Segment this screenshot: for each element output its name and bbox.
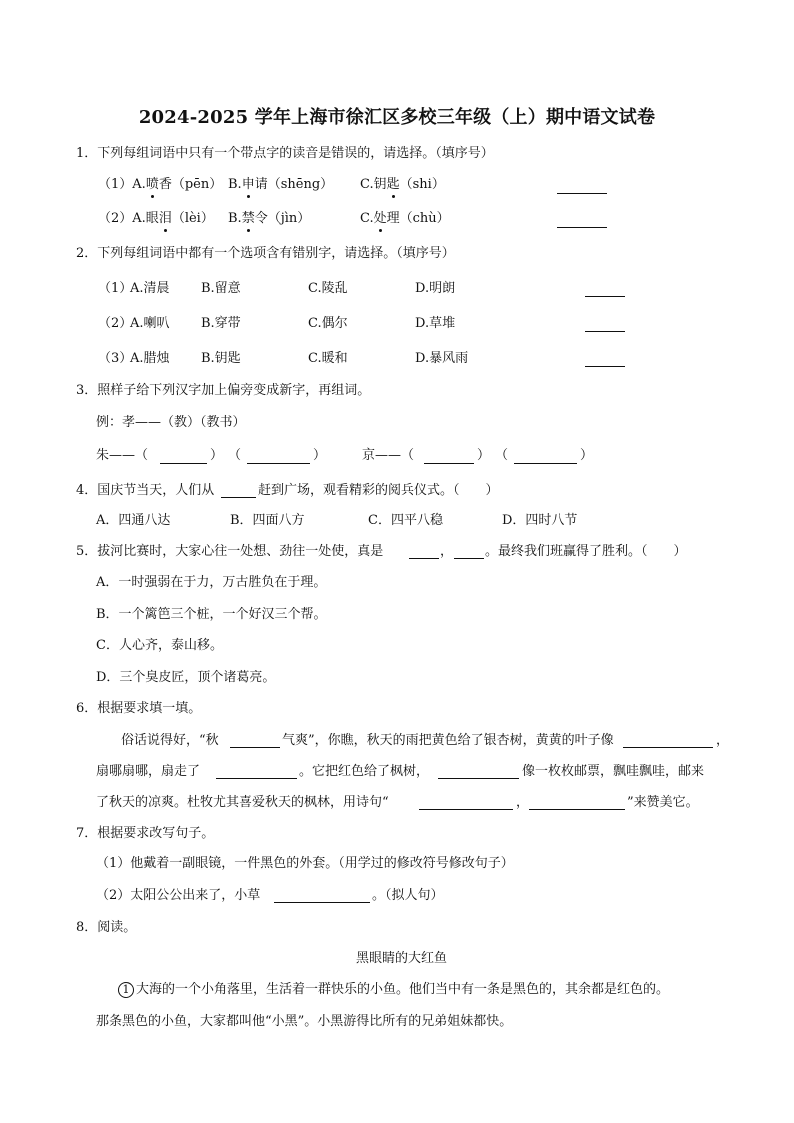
question-3-char-2: 京——（ (362, 448, 415, 463)
question-4-stem-end: 赶到广场，观看精彩的阅兵仪式。（ ） (258, 483, 499, 498)
answer-blank[interactable] (247, 462, 310, 464)
option-a: A．一时强弱在于力，万古胜负在于理。 (96, 575, 327, 590)
question-2-stem: 2．下列每组词语中都有一个选项含有错别字，请选择。（填序号） (76, 246, 455, 261)
question-6-line-3a: 了秋天的凉爽。杜牧尤其喜爱秋天的枫林，用诗句“ (96, 795, 389, 810)
answer-blank[interactable] (409, 557, 439, 559)
answer-blank[interactable] (221, 496, 256, 498)
paragraph-number: 1 (118, 982, 134, 998)
question-2-row-idx: （3） (98, 351, 133, 366)
answer-blank[interactable] (216, 777, 297, 779)
option-b: B.留意 (201, 281, 241, 296)
option-b: B．一个篱笆三个桩，一个好汉三个帮。 (96, 607, 327, 622)
option-c: C.暖和 (308, 351, 348, 366)
option-c: C．四平八稳 (368, 513, 443, 528)
question-2-row-idx: （1） (98, 281, 133, 296)
question-5-comma: ， (440, 544, 454, 559)
passage-title: 黑眼睛的大红鱼 (356, 951, 448, 966)
exam-title: 2024-2025 学年上海市徐汇区多校三年级（上）期中语文试卷 (138, 107, 656, 128)
paren-close: ） (313, 448, 327, 463)
question-1-row-1: （1）A.喷香（pēn） (98, 177, 223, 192)
passage-paragraph-1-cont: 那条黑色的小鱼，大家都叫他“小黑”。小黑游得比所有的兄弟姐妹都快。 (96, 1014, 513, 1029)
question-3-stem: 3．照样子给下列汉字加上偏旁变成新字，再组词。 (76, 383, 371, 398)
question-6-line-2b: 。它把红色给了枫树， (299, 764, 430, 779)
question-8-stem: 8．阅读。 (76, 920, 137, 935)
paren-open: （ (495, 448, 509, 463)
answer-blank[interactable] (424, 462, 474, 464)
option-c: C．人心齐，泰山移。 (96, 638, 223, 653)
question-4-stem-start: 4．国庆节当天，人们从 (76, 483, 215, 498)
option-d: D．三个臭皮匠，顶个诸葛亮。 (96, 670, 276, 685)
question-1-row-2-b: B.禁令（jìn） (228, 211, 311, 226)
option-a: A．四通八达 (96, 513, 171, 528)
passage-paragraph-1 (118, 982, 669, 998)
answer-blank[interactable] (419, 808, 513, 810)
answer-blank[interactable] (514, 462, 577, 464)
answer-blank[interactable] (623, 746, 713, 748)
answer-blank[interactable] (557, 192, 607, 194)
question-5-stem-end: 。最终我们班赢得了胜利。（ ） (485, 544, 687, 559)
question-1-stem: 1．下列每组词语中只有一个带点字的读音是错误的，请选择。（填序号） (76, 146, 494, 161)
answer-blank[interactable] (557, 226, 607, 228)
question-3-example: 例：孝——（教）（教书） (96, 415, 246, 430)
answer-blank[interactable] (585, 295, 625, 297)
question-7-sentence-2-end: 。（拟人句） (372, 888, 444, 903)
question-6-stem: 6．根据要求填一填。 (76, 701, 202, 716)
option-b: B．四面八方 (230, 513, 305, 528)
question-6-line-3c: ”来赞美它。 (627, 795, 699, 810)
question-7-sentence-2-start: （2）太阳公公出来了，小草 (96, 888, 261, 903)
paren-open: （ (228, 448, 242, 463)
question-7-sentence-1: （1）他戴着一副眼镜，一件黑色的外套。（用学过的修改符号修改句子） (96, 856, 514, 871)
question-6-line-1a: 俗话说得好，“秋 (121, 733, 219, 748)
option-d: D．四时八节 (502, 513, 578, 528)
answer-blank[interactable] (585, 330, 625, 332)
answer-blank[interactable] (274, 901, 370, 903)
question-1-row-2-c: C.处理（chù） (360, 211, 450, 226)
question-6-line-2a: 扇哪扇哪，扇走了 (96, 764, 201, 779)
option-a: A.清晨 (130, 281, 170, 296)
passage-text: 大海的一个小角落里，生活着一群快乐的小鱼。他们当中有一条是黑色的，其余都是红色的。 (136, 982, 670, 997)
question-6-line-2c: 像一枚枚邮票，飘哇飘哇，邮来 (522, 764, 705, 779)
paren-close: ） (477, 448, 491, 463)
paren-close: ） (580, 448, 594, 463)
question-5-stem-start: 5．拔河比赛时，大家心往一处想、劲往一处使，真是 (76, 544, 384, 559)
answer-blank[interactable] (529, 808, 625, 810)
question-6-line-1b: 气爽”，你瞧，秋天的雨把黄色给了银杏树，黄黄的叶子像 (282, 733, 614, 748)
option-c: C.陵乱 (308, 281, 348, 296)
paren-close: ） (210, 448, 224, 463)
dotted-char: 申 (241, 177, 255, 192)
option-a: A.喇叭 (130, 316, 170, 331)
question-1-row-1-b: B.申请（shēng） (228, 177, 334, 192)
option-b: B.穿带 (201, 316, 241, 331)
question-2-row-idx: （2） (98, 316, 133, 331)
option-a: A.腊烛 (130, 351, 170, 366)
answer-blank[interactable] (230, 746, 280, 748)
answer-blank[interactable] (438, 777, 519, 779)
dotted-char: 禁 (241, 211, 255, 226)
question-6-line-1c: ， (716, 733, 730, 748)
question-1-row-1-c: C.钥匙（shi） (360, 177, 445, 192)
answer-blank[interactable] (160, 462, 207, 464)
option-c: C.偶尔 (308, 316, 348, 331)
option-b: B.钥匙 (201, 351, 241, 366)
dotted-char: 处 (373, 211, 387, 226)
option-d: D.明朗 (415, 281, 456, 296)
dotted-char: 泪 (158, 211, 172, 226)
option-d: D.暴风雨 (415, 351, 469, 366)
question-3-char-1: 朱——（ (96, 448, 149, 463)
answer-blank[interactable] (454, 557, 484, 559)
dotted-char: 喷 (145, 177, 159, 192)
option-d: D.草堆 (415, 316, 456, 331)
question-1-row-2: （2）A.眼泪（lèi） (98, 211, 214, 226)
question-6-line-3b: ， (516, 795, 530, 810)
dotted-char: 匙 (386, 177, 400, 192)
question-7-stem: 7．根据要求改写句子。 (76, 826, 215, 841)
answer-blank[interactable] (585, 365, 625, 367)
